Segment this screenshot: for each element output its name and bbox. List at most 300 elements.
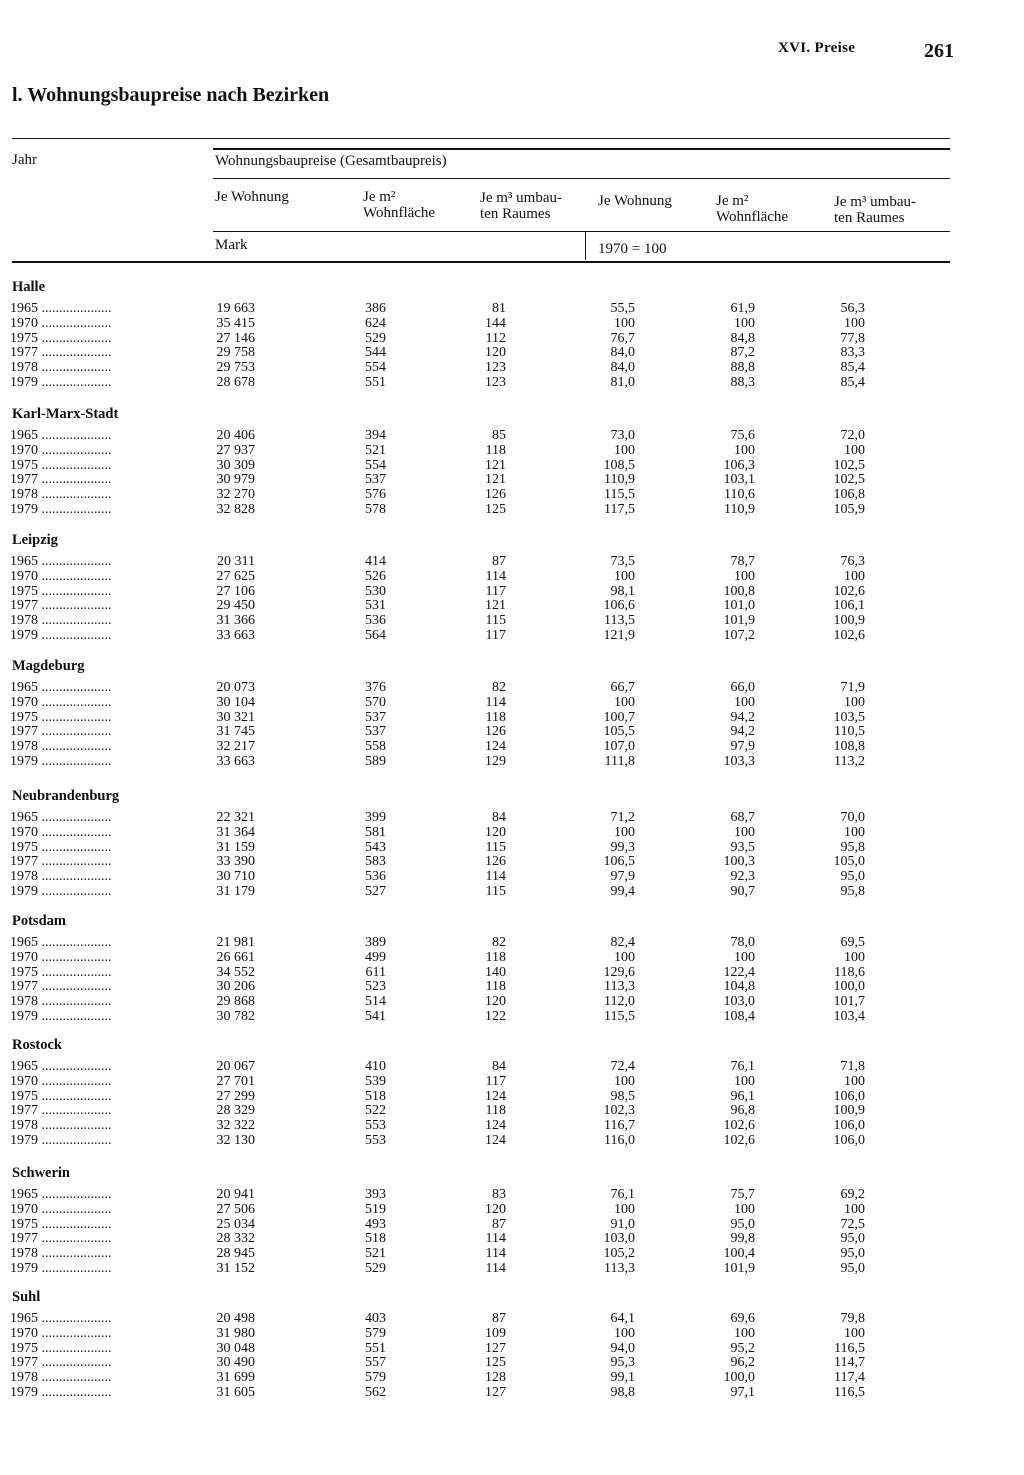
je-wohnung-cell: 29 758 — [216, 345, 255, 361]
index-m2-cell: 100,4 — [723, 1246, 755, 1262]
group-title: Potsdam — [12, 913, 66, 929]
table-row — [0, 695, 1024, 710]
index-m2-cell: 69,6 — [730, 1311, 755, 1326]
index-m2-cell: 122,4 — [723, 964, 755, 980]
index-m3-cell: 105,0 — [833, 854, 865, 870]
je-wohnung-cell: 27 506 — [216, 1201, 255, 1217]
index-m3-cell: 105,9 — [833, 502, 865, 517]
index-m3-cell: 72,0 — [840, 428, 865, 443]
je-m2-cell: 553 — [365, 1133, 386, 1148]
je-m2-cell: 576 — [365, 487, 386, 503]
index-m2-cell: 87,2 — [730, 345, 755, 361]
year-cell: 1977 .................... — [10, 1355, 112, 1371]
je-wohnung-cell: 32 322 — [216, 1118, 255, 1134]
index-m3-cell: 101,7 — [833, 994, 865, 1010]
je-m2-cell: 551 — [365, 375, 386, 390]
index-m3-cell: 113,2 — [834, 754, 865, 769]
table-row — [0, 1311, 1024, 1326]
header-je-wohnung-index: Je Wohnung — [598, 193, 672, 209]
je-m2-cell: 557 — [365, 1355, 386, 1371]
group-title: Suhl — [12, 1289, 41, 1305]
index-m2-cell: 84,8 — [730, 330, 755, 346]
table-row — [0, 613, 1024, 628]
index-m3-cell: 100,0 — [833, 979, 865, 995]
table-row — [0, 724, 1024, 739]
je-wohnung-cell: 20 067 — [216, 1059, 255, 1074]
index-m3-cell: 69,5 — [840, 935, 865, 950]
index-m2-cell: 108,4 — [723, 1009, 755, 1024]
je-m2-cell: 536 — [365, 869, 386, 885]
je-m2-cell: 493 — [365, 1216, 386, 1232]
index-wohnung-cell: 115,5 — [604, 487, 635, 503]
table-row — [0, 1133, 1024, 1148]
je-m2-cell: 570 — [365, 694, 386, 710]
index-m2-cell: 100 — [734, 568, 755, 584]
table-row — [0, 1231, 1024, 1246]
index-m3-cell: 71,9 — [840, 680, 865, 695]
index-wohnung-cell: 66,7 — [610, 680, 635, 695]
index-wohnung-cell: 99,1 — [610, 1370, 635, 1386]
table-row — [0, 965, 1024, 980]
header-unit-index: 1970 = 100 — [598, 241, 667, 257]
index-wohnung-cell: 95,3 — [610, 1355, 635, 1371]
year-cell: 1979 .................... — [10, 1009, 112, 1024]
index-m2-cell: 97,1 — [730, 1385, 755, 1400]
je-m3-cell: 87 — [492, 1216, 506, 1232]
group-title: Karl-Marx-Stadt — [12, 406, 119, 422]
index-wohnung-cell: 115,5 — [604, 1009, 635, 1024]
index-m3-cell: 70,0 — [840, 810, 865, 825]
je-m2-cell: 543 — [365, 839, 386, 855]
je-m3-cell: 121 — [485, 472, 506, 488]
index-m2-cell: 100,0 — [723, 1370, 755, 1386]
je-m2-cell: 526 — [365, 568, 386, 584]
table-row — [0, 1355, 1024, 1370]
index-m2-cell: 97,9 — [730, 739, 755, 755]
index-m2-cell: 76,1 — [730, 1059, 755, 1074]
year-cell: 1970 .................... — [10, 1325, 112, 1341]
je-m3-cell: 84 — [492, 1059, 506, 1074]
je-m3-cell: 144 — [485, 315, 506, 331]
index-m3-cell: 102,5 — [833, 457, 865, 473]
je-wohnung-cell: 32 828 — [216, 502, 255, 517]
je-wohnung-cell: 30 206 — [216, 979, 255, 995]
je-m2-cell: 521 — [365, 1246, 386, 1262]
je-m2-cell: 611 — [365, 964, 386, 980]
je-wohnung-cell: 30 309 — [216, 457, 255, 473]
je-m3-cell: 129 — [485, 754, 506, 769]
je-m2-cell: 527 — [365, 884, 386, 899]
header-je-wohnung: Je Wohnung — [215, 189, 289, 205]
year-cell: 1970 .................... — [10, 1201, 112, 1217]
je-m3-cell: 124 — [485, 739, 506, 755]
je-m3-cell: 82 — [492, 935, 506, 950]
year-cell: 1979 .................... — [10, 884, 112, 899]
je-m2-cell: 558 — [365, 739, 386, 755]
group-title: Schwerin — [12, 1165, 70, 1181]
table-row — [0, 331, 1024, 346]
je-m3-cell: 121 — [485, 457, 506, 473]
je-m3-cell: 117 — [485, 628, 506, 643]
header-rule-top — [213, 148, 950, 150]
index-m3-cell: 100 — [844, 1201, 865, 1217]
header-rule-units — [213, 231, 950, 232]
group-title: Neubrandenburg — [12, 788, 120, 804]
index-wohnung-cell: 98,5 — [610, 1088, 635, 1104]
je-m3-cell: 125 — [485, 1355, 506, 1371]
year-cell: 1965 .................... — [10, 1311, 112, 1326]
table-row — [0, 994, 1024, 1009]
year-cell: 1970 .................... — [10, 694, 112, 710]
index-m3-cell: 110,5 — [834, 724, 865, 740]
index-m3-cell: 106,0 — [833, 1118, 865, 1134]
table-row — [0, 950, 1024, 965]
year-cell: 1977 .................... — [10, 854, 112, 870]
index-m3-cell: 76,3 — [840, 554, 865, 569]
je-m2-cell: 410 — [365, 1059, 386, 1074]
je-m2-cell: 414 — [365, 554, 386, 569]
index-wohnung-cell: 100,7 — [603, 709, 635, 725]
index-m2-cell: 110,6 — [724, 487, 755, 503]
table-row — [0, 1341, 1024, 1356]
year-cell: 1979 .................... — [10, 502, 112, 517]
je-m2-cell: 578 — [365, 502, 386, 517]
index-wohnung-cell: 121,9 — [603, 628, 635, 643]
je-m2-cell: 514 — [365, 994, 386, 1010]
je-m2-cell: 554 — [365, 457, 386, 473]
je-m2-cell: 522 — [365, 1103, 386, 1119]
je-wohnung-cell: 30 104 — [216, 694, 255, 710]
je-m3-cell: 109 — [485, 1325, 506, 1341]
index-wohnung-cell: 100 — [614, 1073, 635, 1089]
table-row — [0, 1385, 1024, 1400]
je-m2-cell: 389 — [365, 935, 386, 950]
je-m3-cell: 114 — [485, 1261, 506, 1276]
je-wohnung-cell: 30 048 — [216, 1340, 255, 1356]
je-m3-cell: 120 — [485, 1201, 506, 1217]
index-wohnung-cell: 82,4 — [610, 935, 635, 950]
je-m2-cell: 579 — [365, 1370, 386, 1386]
je-m2-cell: 529 — [365, 1261, 386, 1276]
year-cell: 1975 .................... — [10, 457, 112, 473]
je-m3-cell: 126 — [485, 724, 506, 740]
index-wohnung-cell: 129,6 — [603, 964, 635, 980]
je-wohnung-cell: 20 498 — [216, 1311, 255, 1326]
table-row — [0, 428, 1024, 443]
index-m3-cell: 116,5 — [834, 1340, 865, 1356]
je-wohnung-cell: 30 321 — [216, 709, 255, 725]
index-m2-cell: 96,1 — [730, 1088, 755, 1104]
index-wohnung-cell: 76,1 — [610, 1187, 635, 1202]
je-wohnung-cell: 20 406 — [216, 428, 255, 443]
header-group-title: Wohnungsbaupreise (Gesamtbaupreis) — [215, 153, 447, 169]
index-m2-cell: 88,8 — [730, 360, 755, 376]
index-m3-cell: 117,4 — [834, 1370, 865, 1386]
index-wohnung-cell: 76,7 — [610, 330, 635, 346]
table-row — [0, 472, 1024, 487]
index-m2-cell: 100 — [734, 442, 755, 458]
je-wohnung-cell: 29 868 — [216, 994, 255, 1010]
je-m2-cell: 403 — [365, 1311, 386, 1326]
je-m2-cell: 581 — [365, 824, 386, 840]
table-row — [0, 1246, 1024, 1261]
je-wohnung-cell: 27 106 — [216, 583, 255, 599]
year-cell: 1979 .................... — [10, 628, 112, 643]
index-wohnung-cell: 113,3 — [604, 979, 635, 995]
je-m2-cell: 386 — [365, 301, 386, 316]
table-row — [0, 584, 1024, 599]
index-wohnung-cell: 111,8 — [604, 754, 635, 769]
je-m3-cell: 120 — [485, 824, 506, 840]
index-m2-cell: 107,2 — [723, 628, 755, 643]
header-jahr: Jahr — [12, 152, 37, 168]
index-wohnung-cell: 97,9 — [610, 869, 635, 885]
index-m2-cell: 94,2 — [730, 724, 755, 740]
year-cell: 1978 .................... — [10, 613, 112, 629]
year-cell: 1970 .................... — [10, 1073, 112, 1089]
index-m3-cell: 95,0 — [840, 1261, 865, 1276]
year-cell: 1975 .................... — [10, 709, 112, 725]
index-m3-cell: 95,0 — [840, 869, 865, 885]
je-wohnung-cell: 33 663 — [216, 628, 255, 643]
year-cell: 1977 .................... — [10, 598, 112, 614]
year-cell: 1975 .................... — [10, 1088, 112, 1104]
je-m3-cell: 123 — [485, 360, 506, 376]
index-m2-cell: 96,2 — [730, 1355, 755, 1371]
index-wohnung-cell: 64,1 — [610, 1311, 635, 1326]
page-number: 261 — [924, 40, 954, 62]
je-m2-cell: 530 — [365, 583, 386, 599]
table-row — [0, 1261, 1024, 1276]
table-row — [0, 754, 1024, 769]
je-m3-cell: 118 — [485, 709, 506, 725]
year-cell: 1975 .................... — [10, 839, 112, 855]
je-wohnung-cell: 31 159 — [216, 839, 255, 855]
year-cell: 1970 .................... — [10, 824, 112, 840]
je-m2-cell: 537 — [365, 472, 386, 488]
year-cell: 1965 .................... — [10, 1187, 112, 1202]
group-title: Magdeburg — [12, 658, 85, 674]
index-m3-cell: 100 — [844, 694, 865, 710]
index-m3-cell: 100 — [844, 442, 865, 458]
index-m3-cell: 100 — [844, 315, 865, 331]
je-m3-cell: 114 — [485, 1231, 506, 1247]
index-wohnung-cell: 112,0 — [604, 994, 635, 1010]
table-row — [0, 1118, 1024, 1133]
index-m3-cell: 71,8 — [840, 1059, 865, 1074]
je-m2-cell: 536 — [365, 613, 386, 629]
je-m3-cell: 120 — [485, 994, 506, 1010]
table-row — [0, 1103, 1024, 1118]
index-m3-cell: 100,9 — [833, 613, 865, 629]
je-wohnung-cell: 28 945 — [216, 1246, 255, 1262]
year-cell: 1965 .................... — [10, 554, 112, 569]
index-m2-cell: 102,6 — [723, 1133, 755, 1148]
table-row — [0, 935, 1024, 950]
index-wohnung-cell: 113,3 — [604, 1261, 635, 1276]
year-cell: 1970 .................... — [10, 315, 112, 331]
index-m3-cell: 114,7 — [834, 1355, 865, 1371]
index-wohnung-cell: 84,0 — [610, 345, 635, 361]
table-row — [0, 345, 1024, 360]
je-wohnung-cell: 31 699 — [216, 1370, 255, 1386]
header-je-m2-index-line1: Je m² — [716, 193, 749, 209]
index-m2-cell: 102,6 — [723, 1118, 755, 1134]
table-row — [0, 1009, 1024, 1024]
je-wohnung-cell: 31 179 — [216, 884, 255, 899]
table-row — [0, 1089, 1024, 1104]
je-wohnung-cell: 32 270 — [216, 487, 255, 503]
je-m3-cell: 124 — [485, 1118, 506, 1134]
index-m3-cell: 102,6 — [833, 583, 865, 599]
header-je-m2-line2: Wohnfläche — [363, 205, 436, 221]
index-m2-cell: 95,2 — [730, 1340, 755, 1356]
table-row — [0, 1059, 1024, 1074]
group-title: Halle — [12, 279, 46, 295]
index-m2-cell: 100 — [734, 949, 755, 965]
je-m3-cell: 114 — [485, 568, 506, 584]
je-m3-cell: 128 — [485, 1370, 506, 1386]
table-row — [0, 502, 1024, 517]
year-cell: 1965 .................... — [10, 935, 112, 950]
index-m2-cell: 100 — [734, 315, 755, 331]
index-m3-cell: 116,5 — [834, 1385, 865, 1400]
je-m3-cell: 118 — [485, 1103, 506, 1119]
table-row — [0, 854, 1024, 869]
index-wohnung-cell: 116,0 — [604, 1133, 635, 1148]
year-cell: 1977 .................... — [10, 1103, 112, 1119]
index-m2-cell: 66,0 — [730, 680, 755, 695]
index-m2-cell: 103,0 — [723, 994, 755, 1010]
index-m3-cell: 118,6 — [834, 964, 865, 980]
je-m3-cell: 83 — [492, 1187, 506, 1202]
je-m3-cell: 126 — [485, 487, 506, 503]
table-row — [0, 375, 1024, 390]
header-je-m2-line1: Je m² — [363, 189, 396, 205]
index-m3-cell: 77,8 — [840, 330, 865, 346]
index-m3-cell: 100 — [844, 568, 865, 584]
je-wohnung-cell: 33 390 — [216, 854, 255, 870]
je-m2-cell: 523 — [365, 979, 386, 995]
je-m3-cell: 117 — [485, 1073, 506, 1089]
index-wohnung-cell: 100 — [614, 315, 635, 331]
year-cell: 1979 .................... — [10, 1133, 112, 1148]
index-wohnung-cell: 99,4 — [610, 884, 635, 899]
je-wohnung-cell: 25 034 — [216, 1216, 255, 1232]
je-wohnung-cell: 31 366 — [216, 613, 255, 629]
index-m2-cell: 99,8 — [730, 1231, 755, 1247]
je-wohnung-cell: 33 663 — [216, 754, 255, 769]
je-m2-cell: 553 — [365, 1118, 386, 1134]
index-m2-cell: 100,3 — [723, 854, 755, 870]
year-cell: 1978 .................... — [10, 360, 112, 376]
je-m2-cell: 531 — [365, 598, 386, 614]
index-wohnung-cell: 117,5 — [604, 502, 635, 517]
je-wohnung-cell: 31 605 — [216, 1385, 255, 1400]
year-cell: 1975 .................... — [10, 1340, 112, 1356]
year-cell: 1977 .................... — [10, 1231, 112, 1247]
index-wohnung-cell: 100 — [614, 1325, 635, 1341]
index-wohnung-cell: 94,0 — [610, 1340, 635, 1356]
index-wohnung-cell: 100 — [614, 442, 635, 458]
table-row — [0, 1326, 1024, 1341]
index-m3-cell: 102,6 — [833, 628, 865, 643]
index-m3-cell: 79,8 — [840, 1311, 865, 1326]
unit-divider — [585, 232, 586, 260]
year-cell: 1979 .................... — [10, 1385, 112, 1400]
index-wohnung-cell: 102,3 — [603, 1103, 635, 1119]
index-m3-cell: 72,5 — [840, 1216, 865, 1232]
table-row — [0, 710, 1024, 725]
header-je-m2-index-line2: Wohnfläche — [716, 209, 789, 225]
je-wohnung-cell: 27 701 — [216, 1073, 255, 1089]
je-m2-cell: 537 — [365, 724, 386, 740]
table-row — [0, 1217, 1024, 1232]
je-m3-cell: 85 — [492, 428, 506, 443]
index-wohnung-cell: 72,4 — [610, 1059, 635, 1074]
index-wohnung-cell: 73,0 — [610, 428, 635, 443]
je-wohnung-cell: 32 217 — [216, 739, 255, 755]
je-wohnung-cell: 27 937 — [216, 442, 255, 458]
index-wohnung-cell: 105,5 — [603, 724, 635, 740]
index-m2-cell: 106,3 — [723, 457, 755, 473]
index-m2-cell: 96,8 — [730, 1103, 755, 1119]
je-m3-cell: 124 — [485, 1088, 506, 1104]
index-m3-cell: 103,5 — [833, 709, 865, 725]
year-cell: 1978 .................... — [10, 994, 112, 1010]
je-m2-cell: 519 — [365, 1201, 386, 1217]
index-wohnung-cell: 110,9 — [604, 472, 635, 488]
index-m3-cell: 106,0 — [833, 1088, 865, 1104]
je-wohnung-cell: 20 941 — [216, 1187, 255, 1202]
index-m2-cell: 101,0 — [723, 598, 755, 614]
index-m2-cell: 93,5 — [730, 839, 755, 855]
index-m3-cell: 100 — [844, 949, 865, 965]
year-cell: 1965 .................... — [10, 810, 112, 825]
je-m3-cell: 126 — [485, 854, 506, 870]
je-m2-cell: 394 — [365, 428, 386, 443]
index-m3-cell: 85,4 — [840, 360, 865, 376]
index-wohnung-cell: 98,1 — [610, 583, 635, 599]
index-m2-cell: 61,9 — [730, 301, 755, 316]
year-cell: 1965 .................... — [10, 301, 112, 316]
year-cell: 1977 .................... — [10, 345, 112, 361]
je-m2-cell: 376 — [365, 680, 386, 695]
year-cell: 1979 .................... — [10, 754, 112, 769]
je-m3-cell: 122 — [485, 1009, 506, 1024]
index-wohnung-cell: 106,6 — [603, 598, 635, 614]
index-m3-cell: 102,5 — [833, 472, 865, 488]
index-m3-cell: 83,3 — [840, 345, 865, 361]
year-cell: 1978 .................... — [10, 869, 112, 885]
je-m3-cell: 112 — [485, 330, 506, 346]
table-row — [0, 825, 1024, 840]
je-wohnung-cell: 31 364 — [216, 824, 255, 840]
je-wohnung-cell: 30 979 — [216, 472, 255, 488]
index-m3-cell: 95,0 — [840, 1231, 865, 1247]
index-m2-cell: 103,1 — [723, 472, 755, 488]
index-m3-cell: 106,8 — [833, 487, 865, 503]
index-m3-cell: 103,4 — [833, 1009, 865, 1024]
je-wohnung-cell: 26 661 — [216, 949, 255, 965]
running-head: XVI. Preise — [778, 40, 856, 56]
index-m2-cell: 75,6 — [730, 428, 755, 443]
index-wohnung-cell: 98,8 — [610, 1385, 635, 1400]
table-row — [0, 680, 1024, 695]
index-m2-cell: 100 — [734, 1325, 755, 1341]
je-m2-cell: 393 — [365, 1187, 386, 1202]
index-m2-cell: 100 — [734, 824, 755, 840]
